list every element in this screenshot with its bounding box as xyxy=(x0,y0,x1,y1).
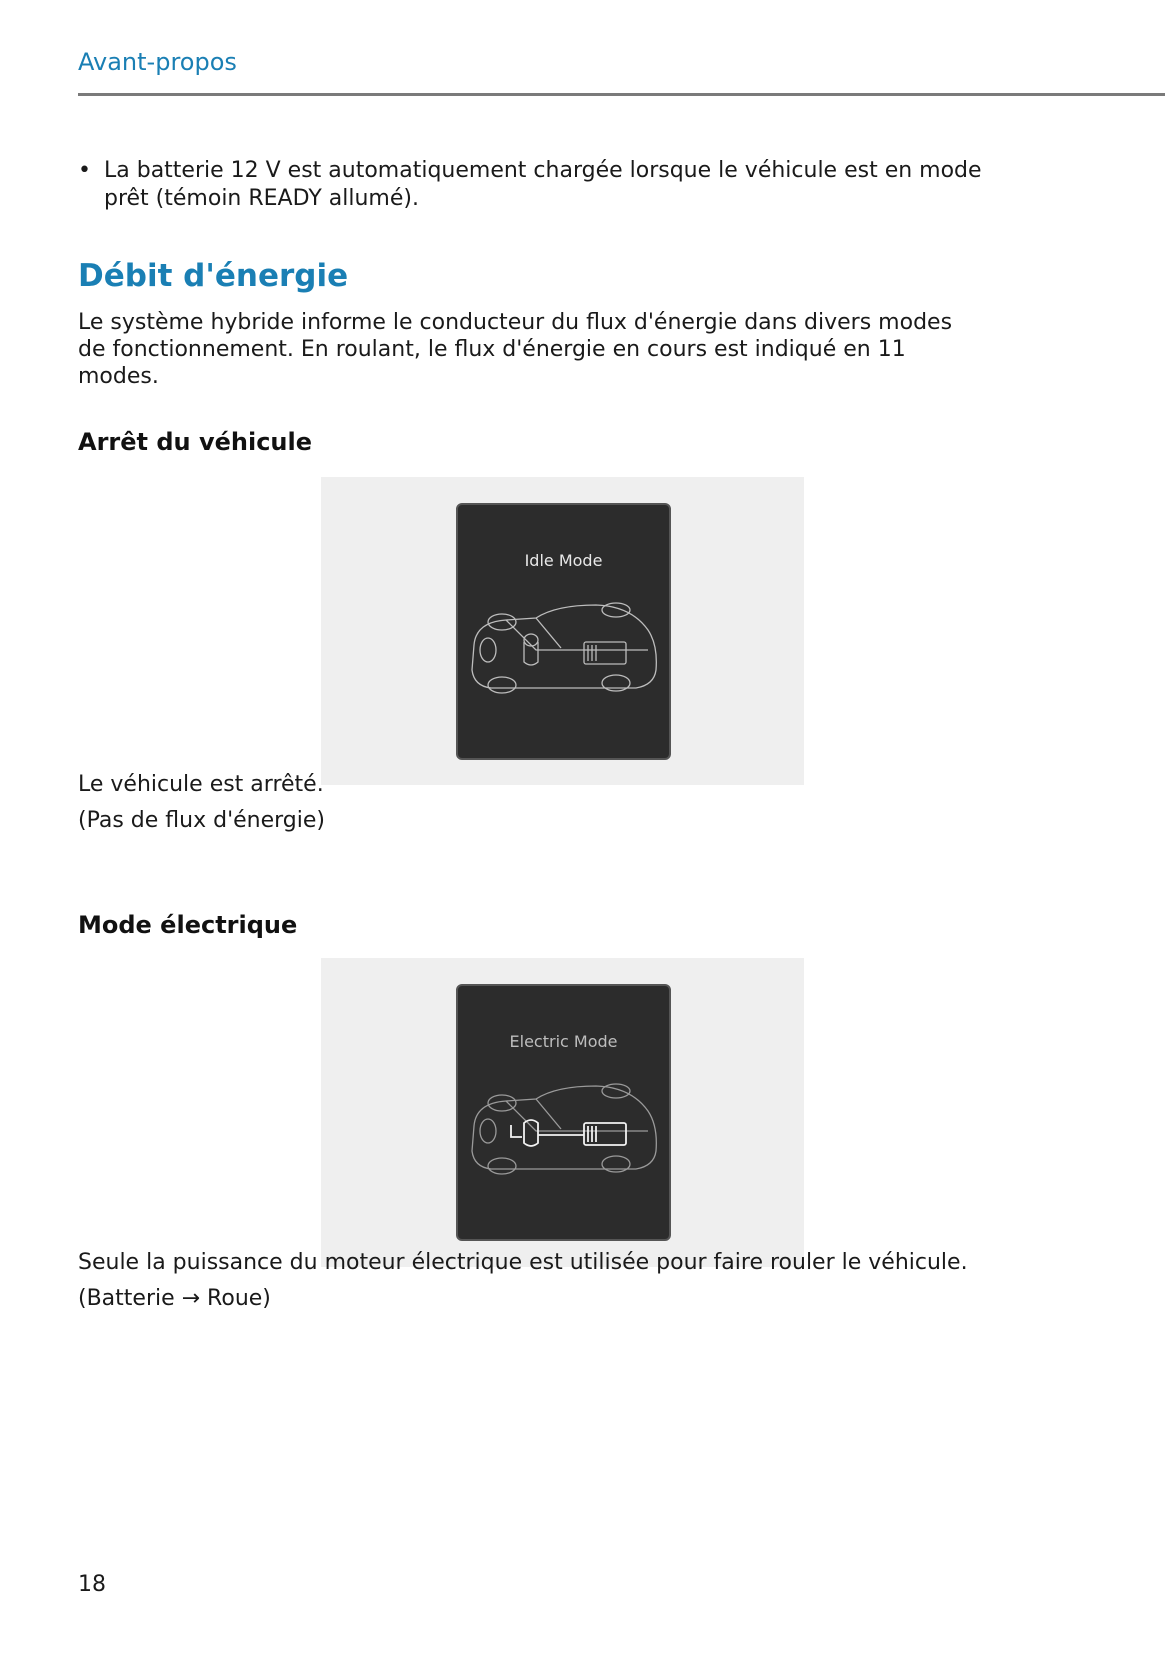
idle-mode-display xyxy=(456,503,671,760)
idle-heading: Arrêt du véhicule xyxy=(78,428,313,456)
electric-mode-label: Electric Mode xyxy=(509,1032,618,1051)
electric-heading: Mode électrique xyxy=(78,911,298,939)
idle-mode-label: Idle Mode xyxy=(524,551,603,570)
page-header-title: Avant-propos xyxy=(78,48,237,76)
bullet-symbol: • xyxy=(78,158,91,183)
bullet-line-2: prêt (témoin READY allumé). xyxy=(104,186,419,211)
electric-caption xyxy=(78,1245,968,1317)
header-divider xyxy=(78,93,1165,96)
idle-caption-line-1: Le véhicule est arrêté. xyxy=(78,772,324,797)
bullet-line-1: La batterie 12 V est automatiquement chargée lorsque le véhicule est en mode xyxy=(104,158,982,183)
bullet-item xyxy=(78,157,1048,213)
idle-caption-line-2: (Pas de flux d'énergie) xyxy=(78,808,325,833)
idle-mode-figure xyxy=(321,477,804,785)
idle-caption xyxy=(78,767,325,839)
intro-line-2: de fonctionnement. En roulant, le flux d'énergie en cours est indiqué en 11 xyxy=(78,337,906,362)
electric-mode-figure xyxy=(321,958,804,1267)
car-outline-icon xyxy=(466,600,661,705)
car-energy-flow-icon xyxy=(466,1081,661,1186)
electric-caption-line-1: Seule la puissance du moteur électrique est utilisée pour faire rouler le véhicule. xyxy=(78,1250,968,1275)
intro-line-1: Le système hybride informe le conducteur du flux d'énergie dans divers modes xyxy=(78,310,953,335)
page-number: 18 xyxy=(78,1572,106,1597)
intro-line-3: modes. xyxy=(78,364,159,389)
electric-mode-display xyxy=(456,984,671,1241)
section-title: Débit d'énergie xyxy=(78,258,349,294)
section-intro xyxy=(78,309,1038,390)
electric-caption-line-2: (Batterie → Roue) xyxy=(78,1286,271,1311)
